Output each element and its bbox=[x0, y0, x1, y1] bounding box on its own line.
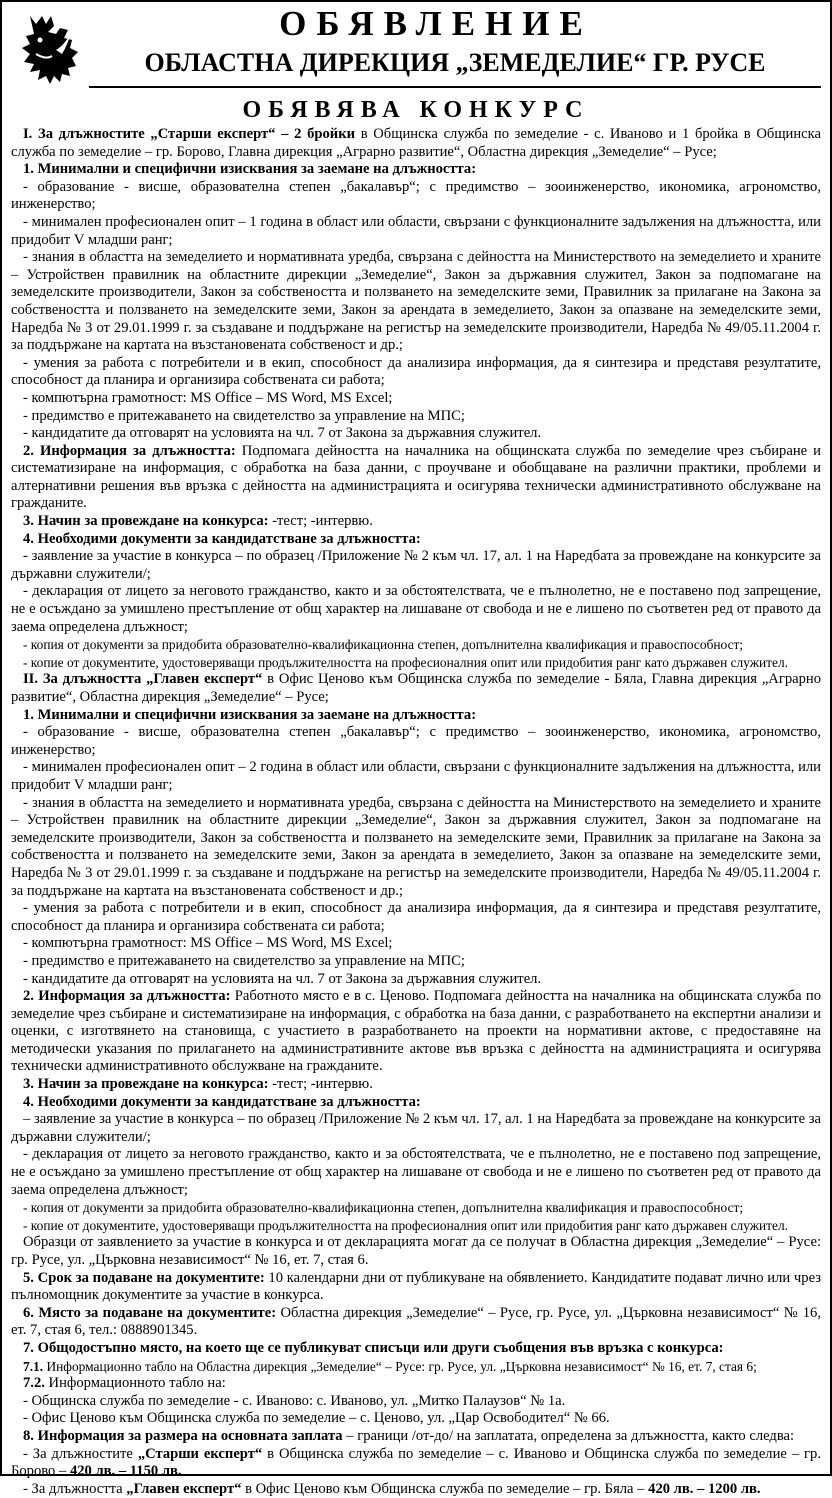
section-2-info: 2. Информация за длъжността: Работното място е в с. Ценово. Подпомага дейността на началника на общинската служба по земеделие чрез събиране и систематизиране на информация, с обработка на база данни, с разработването на експертни анализи и оценки, с изготвянето на становища, с участието в разработването на проекти на нормативни актове, с предоставяне на методически указания по прилагането на административните актове във връзка с дейността на администрацията и осигурява технически административното обслужване на гражданите. bbox=[11, 988, 822, 1075]
section-2-method: 3. Начин за провеждане на конкурса: -тест; -интервю. bbox=[23, 1076, 373, 1093]
announcement-body bbox=[11, 126, 821, 1498]
list-item: - копия от документи за придобита образователно-квалификационна степен, допълнителна квалификация и правоспособност; bbox=[23, 637, 744, 653]
list-item: - умения за работа с потребители и в екип, способност да анализира информация, да я синтезира и представя резултатите, способност да планира и организира собствената си работа; bbox=[11, 900, 821, 934]
section-1-req-heading: 1. Минимални и специфични изисквания за заемане на длъжността: bbox=[23, 161, 477, 178]
header bbox=[11, 2, 821, 92]
forms-info: Образци от заявлението за участие в конкурса и от декларацията могат да се получат в Областна дирекция „Земеделие“ – Русе: гр. Русе, ул. „Църковна независимост“ № 16, ет. 7, стая 6. bbox=[11, 1234, 821, 1268]
list-item: - декларация от лицето за неговото гражданство, както и за обстоятелствата, че е пълнолетно, не е поставено под запрещение, не е осъждано за умишлено престъпление от общ характер на лишаване от свобода и не е лишено по съответен ред от правото да заема определена длъжност; bbox=[11, 1146, 821, 1198]
list-item: - копия от документи за придобита образователно-квалификационна степен, допълнителна квалификация и правоспособност; bbox=[23, 1200, 744, 1216]
announce-heading: ОБЯВЯВА КОНКУРС bbox=[242, 97, 590, 123]
list-item: - знания в областта на земеделието и нормативната уредба, свързана с дейността на Министерството на земеделието и храните – Устройствен правилник на областните дирекции „Земеделие“, Закон за държавния служител, Закон за подпомагане на земеделските производители, Закон за собствеността и ползването на земеделските земи, Правилник за прилагане на Закона за собствеността и ползването на земеделските земи, Закон за арендата в земеделието, Закон за опазване на земеделските земи, Наредба № 3 от 29.01.1999 г. за създаване и поддържане на регистър на земеделските производители, Наредба № 49/05.11.2004 г. за поддържане на картата на възстановената собственост и др.; bbox=[11, 794, 821, 899]
list-item: - компютърна грамотност: MS Office – MS Word, MS Excel; bbox=[23, 935, 393, 952]
list-item: - кандидатите да отговарят на условията на чл. 7 от Закона за държавния служител. bbox=[23, 970, 542, 987]
list-item: - заявление за участие в конкурса – по образец /Приложение № 2 към чл. 17, ал. 1 на Наредбата за провеждане на конкурсите за държавни служители/; bbox=[11, 548, 821, 582]
public-place-7-2: 7.2. Информационното табло на: bbox=[23, 1375, 226, 1392]
salary-heading: 8. Информация за размера на основната заплата – граници /от-до/ на заплатата, определена за длъжността, както следва: bbox=[23, 1427, 795, 1444]
section-2-title: II. За длъжността „Главен експерт“ в Офис Ценово към Общинска служба по земеделие - Бяла, Главна дирекция „Аграрно развитие“, Областна дирекция „Земеделие“ – Русе; bbox=[11, 671, 821, 705]
section-1-info: 2. Информация за длъжността: Подпомага дейността на началника на общинската служба по земеделие чрез събиране и систематизиране на информация, с обработка на база данни, с проучване и обобщаване на различни практики, проблеми и алтернативни решения във връзка с дейността на администрацията и осигурява технически административното обслужване на гражданите. bbox=[11, 442, 821, 512]
list-item: - минимален професионален опит – 2 година в област или области, свързани с функционалните задължения на длъжността, или придобит V младши ранг; bbox=[11, 759, 821, 793]
list-item: - кандидатите да отговарят на условията на чл. 7 от Закона за държавния служител. bbox=[23, 425, 542, 442]
section-2-docs-heading: 4. Необходими документи за кандидатстване за длъжността: bbox=[23, 1093, 421, 1110]
section-1-method: 3. Начин за провеждане на конкурса: -тест; -интервю. bbox=[23, 513, 373, 530]
section-1-docs-heading: 4. Необходими документи за кандидатстване за длъжността: bbox=[23, 530, 421, 547]
list-item: - копие от документите, удостоверяващи продължителността на професионалния опит или придобития ранг като държавен служител. bbox=[23, 654, 788, 670]
list-item: – заявление за участие в конкурса – по образец /Приложение № 2 към чл. 17, ал. 1 на Наредбата за провеждане на конкурсите за държавни служители/; bbox=[11, 1111, 821, 1145]
list-item: - Офис Ценово към Общинска служба по земеделие – с. Ценово, ул. „Цар Освободител“ № 66. bbox=[23, 1410, 610, 1427]
deadline: 5. Срок за подаване на документите: 10 календарни дни от публикуване на обявлението. Кандидатите подават лично или чрез пълномощник документите за участие в конкурса. bbox=[11, 1269, 821, 1304]
document-subtitle: ОБЛАСТНА ДИРЕКЦИЯ „ЗЕМЕДЕЛИЕ“ ГР. РУСЕ bbox=[144, 48, 766, 77]
list-item: - предимство е притежаването на свидетелство за управление на МПС; bbox=[23, 407, 465, 424]
list-item: - компютърна грамотност: MS Office – MS Word, MS Excel; bbox=[23, 389, 393, 406]
list-item: - образование - висше, образователна степен „бакалавър“; с предимство – зооинженерство, икономика, агрономство, инженерство; bbox=[11, 178, 821, 213]
list-item: - минимален професионален опит – 1 година в област или области, свързани с функционалните задължения на длъжността, или придобит V младши ранг; bbox=[11, 213, 821, 248]
document-title: ОБЯВЛЕНИЕ bbox=[279, 4, 593, 43]
list-item: - Общинска служба по земеделие - с. Иваново: с. Иваново, ул. „Митко Палаузов“ № 1а. bbox=[23, 1392, 566, 1409]
list-item: - знания в областта на земеделието и нормативната уредба, свързана с дейността на Министерството на земеделието и храните – Устройствен правилник на областните дирекции „Земеделие“, Закон за държавния служител, Закон за подпомагане на земеделските производители, Закон за собствеността и ползването на земеделските земи, Правилник за прилагане на Закона за собствеността и ползването на земеделските земи, Закон за арендата в земеделието, Закон за опазване на земеделските земи, Наредба № 3 от 29.01.1999 г. за създаване и поддържане на регистър на земеделските производители, Наредба № 49/05.11.2004 г. за поддържане на картата на възстановената собственост и др.; bbox=[11, 249, 821, 354]
list-item: - декларация от лицето за неговото гражданство, както и за обстоятелствата, че е пълнолетно, не е поставено под запрещение, не е осъждано за умишлено престъпление от общ характер на лишаване от свобода и не е лишено по съответен ред от правото да заема определена длъжност; bbox=[11, 583, 821, 635]
public-place-heading: 7. Общодостъпно място, на което ще се публикуват списъци или други съобщения във връзка с конкурса: bbox=[23, 1339, 724, 1356]
list-item: - предимство е притежаването на свидетелство за управление на МПС; bbox=[23, 952, 465, 969]
list-item: - умения за работа с потребители и в екип, способност да анализира информация, да я синтезира и представя резултатите, способност да планира и организира собствената си работа; bbox=[11, 354, 821, 389]
salary-chief: - За длъжността „Главен експерт“ в Офис Ценово към Общинска служба по земеделие – гр. Бяла – 420 лв. – 1200 лв. bbox=[23, 1480, 761, 1497]
submission-place: 6. Място за подаване на документите: Областна дирекция „Земеделие“ – Русе, гр. Русе, ул. „Църковна независимост“ № 16, ет. 7, стая 6, тел.: 0888901345. bbox=[11, 1304, 821, 1339]
section-1-title: I. За длъжностите „Старши експерт“ – 2 бройки в Общинска служба по земеделие - с. Иваново и 1 бройка в Общинска служба по земеделие – гр. Борово, Главна дирекция „Аграрно развитие“, Областна дирекция „Земеделие“ – Русе; bbox=[11, 126, 821, 160]
public-place-7-1: 7.1. Информационно табло на Областна дирекция „Земеделие“ – Русе: гр. Русе, ул. „Църковна независимост“ № 16, ет. 7, стая 6; bbox=[23, 1358, 757, 1374]
list-item: - образование - висше, образователна степен „бакалавър“; с предимство – зооинженерство, икономика, агрономство, инженерство; bbox=[11, 724, 821, 758]
section-2-req-heading: 1. Минимални и специфични изисквания за заемане на длъжността: bbox=[23, 706, 477, 723]
list-item: - копие от документите, удостоверяващи продължителността на професионалния опит или придобития ранг като държавен служител. bbox=[23, 1217, 788, 1233]
salary-senior: - За длъжностите „Старши експерт“ в Общинска служба по земеделие – с. Иваново и Общинска служба по земеделие – гр. Борово – 420 лв. – 1150 лв. bbox=[11, 1445, 821, 1480]
header-rule bbox=[89, 86, 821, 88]
